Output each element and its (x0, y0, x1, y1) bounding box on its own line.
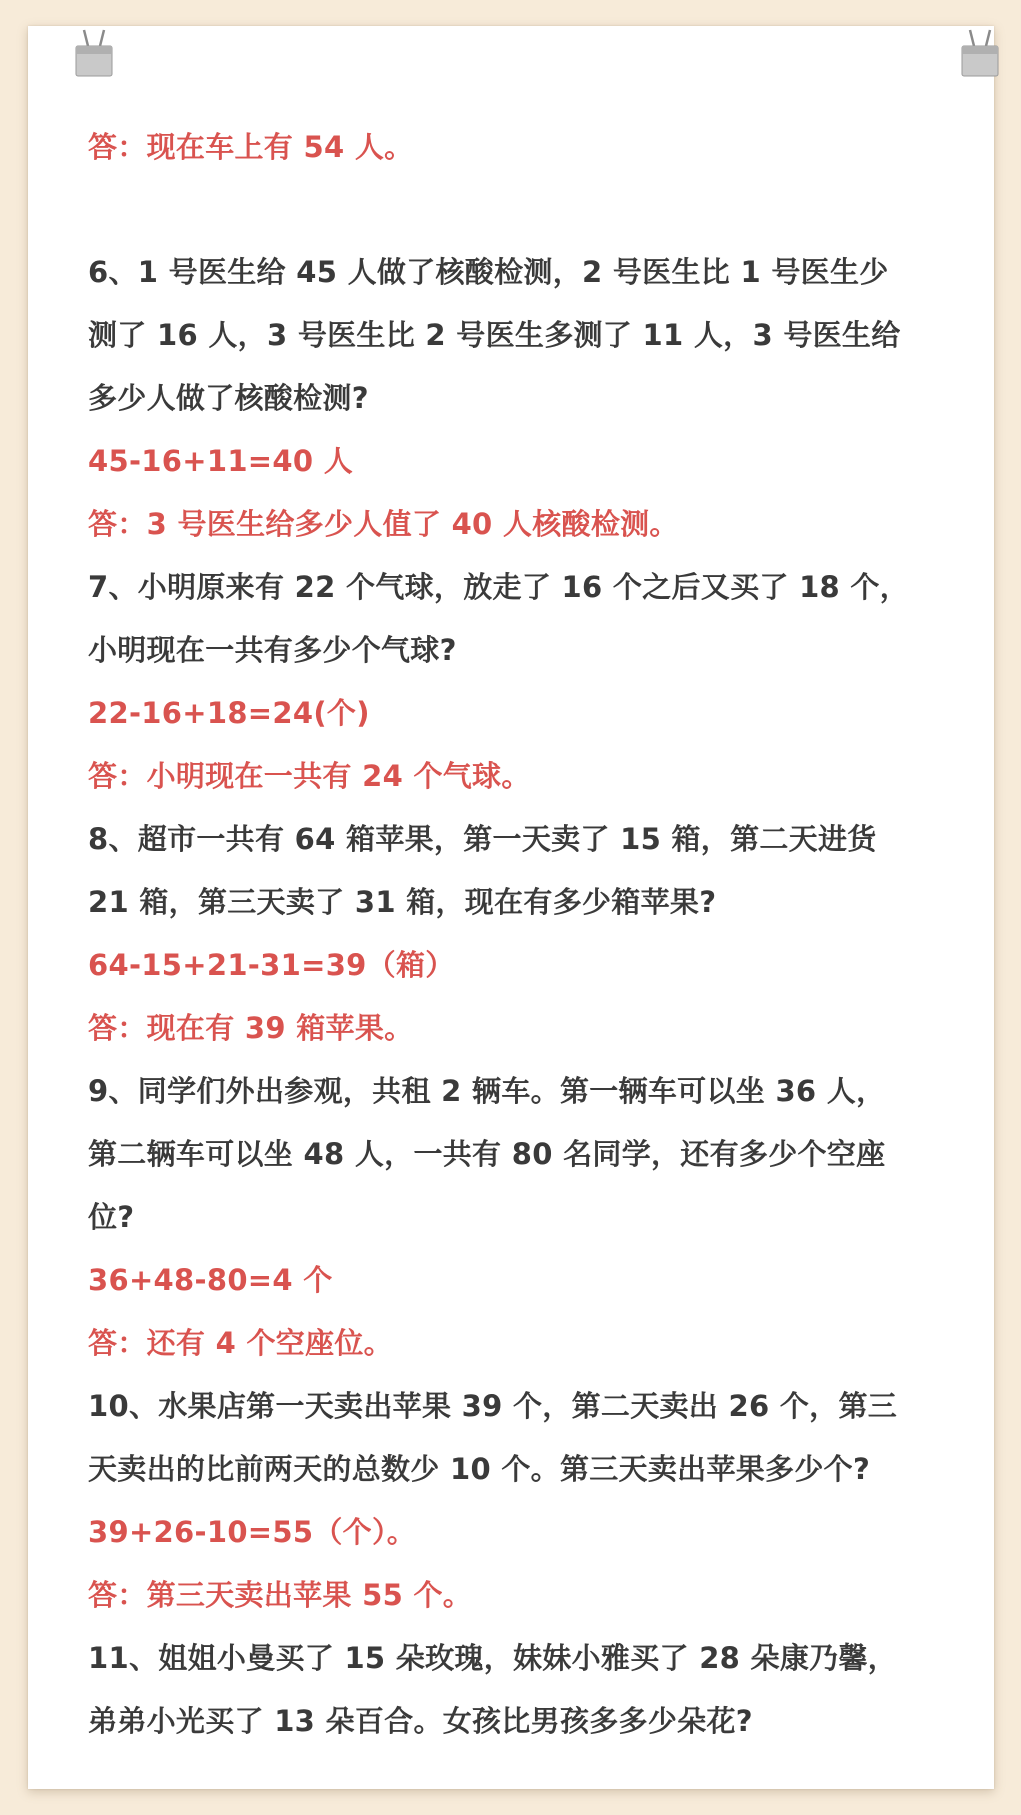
question-line: 小明现在一共有多少个气球? (88, 633, 457, 667)
question-line: 天卖出的比前两天的总数少 10 个。第三天卖出苹果多少个? (88, 1452, 871, 1486)
binder-clip-icon (958, 28, 1002, 80)
question-line: 位? (88, 1200, 135, 1234)
spacer (88, 179, 948, 241)
question-line: 第二辆车可以坐 48 人，一共有 80 名同学，还有多少个空座 (88, 1137, 886, 1171)
question-line: 11、姐姐小曼买了 15 朵玫瑰，妹妹小雅买了 28 朵康乃馨， (88, 1641, 898, 1675)
question-line: 多少人做了核酸检测? (88, 381, 369, 415)
question-line: 9、同学们外出参观，共租 2 辆车。第一辆车可以坐 36 人， (88, 1074, 886, 1108)
question-line: 6、1 号医生给 45 人做了核酸检测，2 号医生比 1 号医生少 (88, 255, 889, 289)
answer-line: 答：小明现在一共有 24 个气球。 (88, 759, 531, 793)
question-line: 10、水果店第一天卖出苹果 39 个，第二天卖出 26 个，第三 (88, 1389, 898, 1423)
answer-line: 答：还有 4 个空座位。 (88, 1326, 393, 1360)
equation-line: 45-16+11=40 人 (88, 444, 354, 478)
document-content (88, 116, 948, 1753)
answer-line: 答：现在有 39 箱苹果。 (88, 1011, 414, 1045)
question-line: 7、小明原来有 22 个气球，放走了 16 个之后又买了 18 个， (88, 570, 910, 604)
answer-line: 答：3 号医生给多少人值了 40 人核酸检测。 (88, 507, 679, 541)
answer-line: 答：第三天卖出苹果 55 个。 (88, 1578, 473, 1612)
question-line: 测了 16 人，3 号医生比 2 号医生多测了 11 人，3 号医生给 (88, 318, 901, 352)
equation-line: 36+48-80=4 个 (88, 1263, 333, 1297)
question-line: 弟弟小光买了 13 朵百合。女孩比男孩多多少朵花? (88, 1704, 753, 1738)
question-line: 21 箱，第三天卖了 31 箱，现在有多少箱苹果? (88, 885, 717, 919)
binder-clip-icon (72, 28, 116, 80)
equation-line: 64-15+21-31=39（箱） (88, 948, 455, 982)
equation-line: 22-16+18=24(个) (88, 696, 370, 730)
question-line: 8、超市一共有 64 箱苹果，第一天卖了 15 箱，第二天进货 (88, 822, 877, 856)
equation-line: 39+26-10=55（个）。 (88, 1515, 417, 1549)
answer-line: 答：现在车上有 54 人。 (88, 130, 414, 164)
